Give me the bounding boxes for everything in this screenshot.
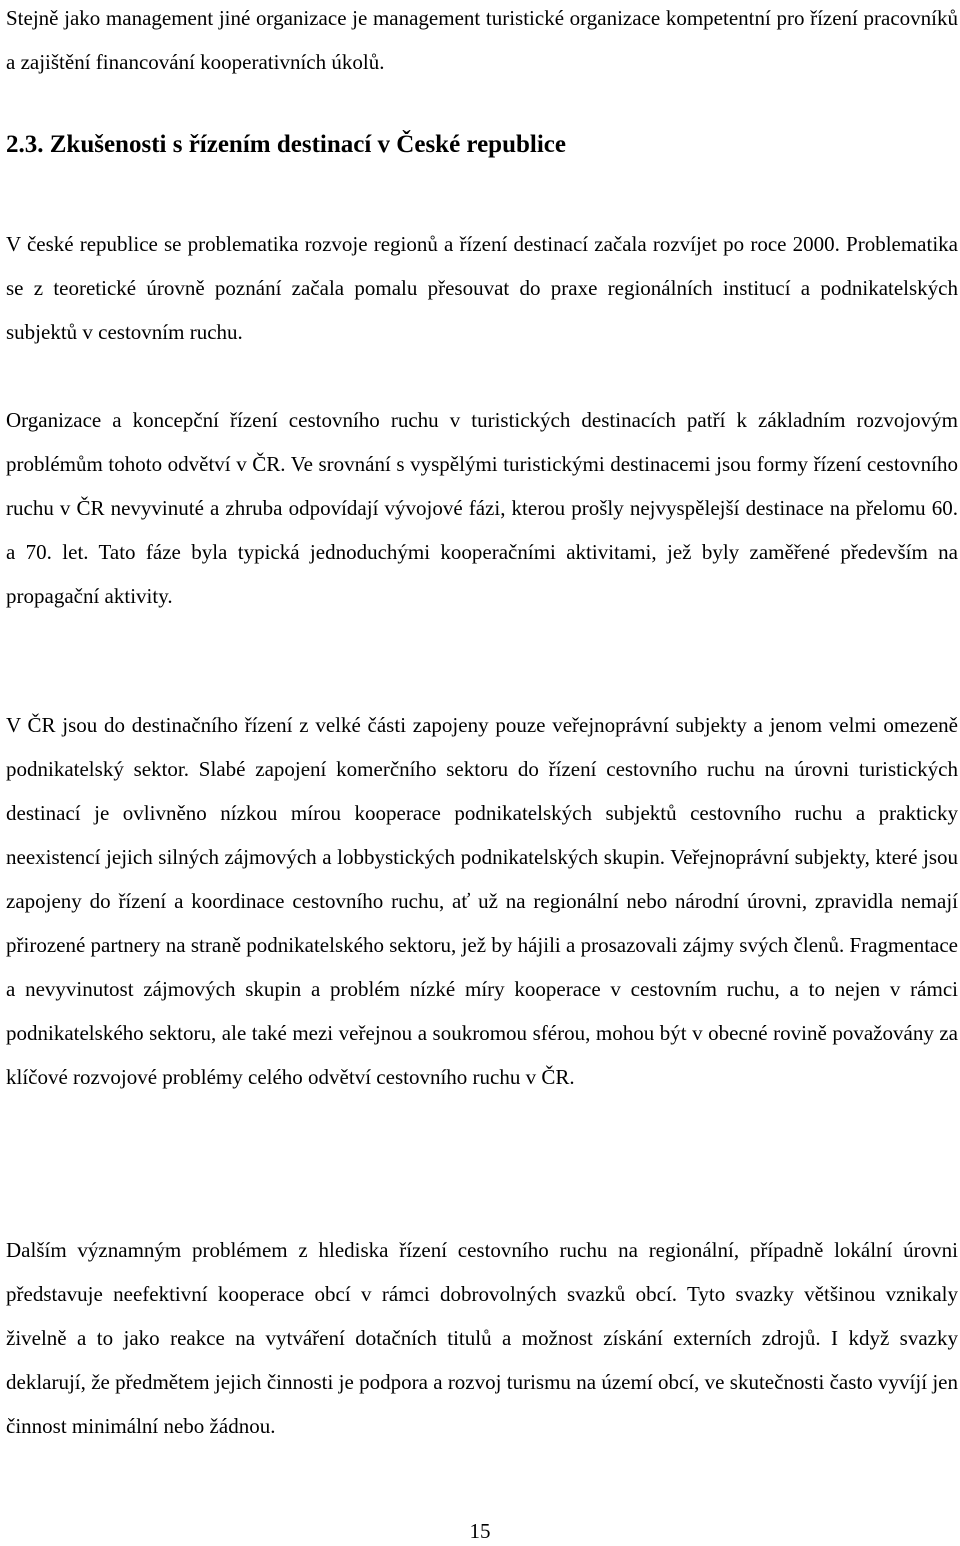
page-number: 15 xyxy=(469,1519,491,1543)
body-paragraph: Dalším významným problémem z hlediska řízení cestovního ruchu na regionální, případně lokální úrovni představuje neefektivní kooperace obcí v rámci dobrovolných svazků obcí. Tyto svazky většinou vznikaly živelně a to jako reakce na vytváření dotačních titulů a možnost získání externích zdrojů. I když svazky deklarují, že předmětem jejich činnosti je podpora a rozvoj turismu na území obcí, ve skutečnosti často vyvíjí jen činnost minimální nebo žádnou. xyxy=(6,1238,958,1438)
body-paragraph: V ČR jsou do destinačního řízení z velké části zapojeny pouze veřejnoprávní subjekty a jenom velmi omezeně podnikatelský sektor. Slabé zapojení komerčního sektoru do řízení cestovního ruchu na úrovni turistických destinací je ovlivněno nízkou mírou kooperace podnikatelských subjektů cestovního ruchu a prakticky neexistencí jejich silných zájmových a lobbystických podnikatelských skupin. Veřejnoprávní subjekty, které jsou zapojeny do řízení a koordinace cestovního ruchu, ať už na regionální nebo národní úrovni, zpravidla nemají přirozené partnery na straně podnikatelského sektoru, jež by hájili a prosazovali zájmy svých členů. Fragmentace a nevyvinutost zájmových skupin a problém nízké míry kooperace v cestovním ruchu, a to nejen v rámci podnikatelského sektoru, ale také mezi veřejnou a soukromou sférou, mohou být v obecné rovině považovány za klíčové rozvojové problémy celého odvětví cestovního ruchu v ČR. xyxy=(6,713,958,1089)
intro-paragraph: Stejně jako management jiné organizace je management turistické organizace kompetentní pro řízení pracovníků a zajištění financování kooperativních úkolů. xyxy=(6,6,958,74)
body-paragraph: V české republice se problematika rozvoje regionů a řízení destinací začala rozvíjet po roce 2000. Problematika se z teoretické úrovně poznání začala pomalu přesouvat do praxe regionálních institucí a podnikatelských subjektů v cestovním ruchu. xyxy=(6,232,958,344)
body-paragraph: Organizace a koncepční řízení cestovního ruchu v turistických destinacích patří k základním rozvojovým problémům tohoto odvětví v ČR. Ve srovnání s vyspělými turistickými destinacemi jsou formy řízení cestovního ruchu v ČR nevyvinuté a zhruba odpovídají vývojové fázi, kterou prošly nejvyspělejší destinace na přelomu 60. a 70. let. Tato fáze byla typická jednoduchými kooperačními aktivitami, jež byly zaměřené především na propagační aktivity. xyxy=(6,408,958,608)
section-heading: 2.3. Zkušenosti s řízením destinací v České republice xyxy=(6,131,566,158)
